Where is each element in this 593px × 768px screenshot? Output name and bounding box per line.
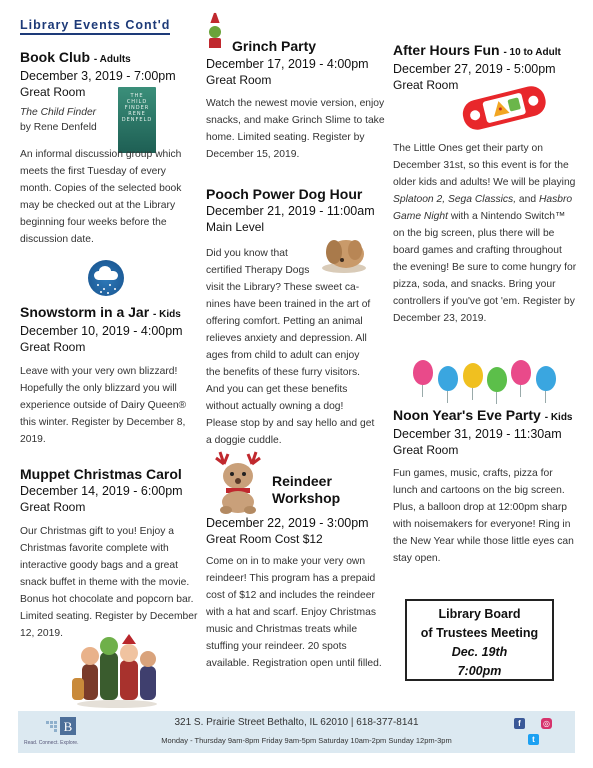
library-tagline: Read. Connect. Explore. [24, 740, 79, 746]
event-description: The Little Ones get their party on December 31st, so this event is for the older kids and adults! We will be playing Splatoon 2, Sega Classics, and Hasbro Game Night with a Nintendo Switch™ on the big screen, plus there will be board games and crafting throughout the evening! Be sure to come hungry for pizza, soda, and snacks. Bring your controllers if you've got 'em. Register by December 23, 2019. [393, 143, 577, 324]
event-muppet [20, 466, 198, 642]
library-hours: Monday - Thursday 9am-8pm Friday 9am-5pm Saturday 10am-2pm Sunday 12pm-3pm [161, 736, 452, 745]
event-description: Leave with your very own blizzard! Hopefully the only blizzard you will experience outside of Dairy Queen® this winter. Register by December 8, 2019. [20, 366, 187, 445]
event-date: December 27, 2019 - 5:00pm [393, 62, 556, 76]
book-author: by Rene Denfeld [20, 122, 97, 133]
event-title: Muppet Christmas Carol [20, 466, 182, 482]
event-date: December 10, 2019 - 4:00pm [20, 324, 183, 338]
facebook-icon[interactable]: f [514, 718, 525, 729]
event-pooch [206, 186, 386, 235]
event-grinch-title: Grinch Party [232, 38, 317, 54]
event-location: Main Level [206, 220, 265, 234]
twitter-icon[interactable]: t [528, 734, 539, 745]
event-location: Great Room [393, 443, 459, 457]
page-section-title: Library Events Cont'd [20, 18, 170, 35]
event-book-club [20, 49, 195, 135]
instagram-icon[interactable]: ◎ [541, 718, 552, 729]
game-controller-icon [456, 84, 552, 130]
balloon-icon [536, 366, 556, 391]
event-location: Great Room [393, 78, 459, 92]
event-description: An informal discussion group which meets the first Tuesday of every month. Copies of the selected book may be checked out at the Library beginning four weeks before the discussion date. [20, 149, 182, 245]
dog-image [320, 232, 368, 274]
event-date: December 17, 2019 - 4:00pm [206, 57, 369, 71]
library-address: 321 S. Prairie Street Bethalto, IL 62010 | 618-377-8141 [174, 717, 419, 728]
book-title: The Child Finder [20, 107, 97, 118]
event-title: Book Club - Adults [20, 49, 131, 65]
event-date: December 3, 2019 - 7:00pm [20, 69, 176, 83]
balloon-icon [438, 366, 458, 391]
muppet-characters-image [70, 634, 164, 708]
balloon-icon [487, 367, 507, 392]
event-location: Great Room Cost $12 [206, 532, 323, 546]
balloon-icon [511, 360, 531, 385]
event-snowstorm [20, 304, 200, 448]
event-location: Great Room [206, 73, 272, 87]
event-date: December 14, 2019 - 6:00pm [20, 484, 183, 498]
reindeer-plush-image [212, 450, 268, 514]
event-location: Great Room [20, 500, 86, 514]
event-title: Snowstorm in a Jar - Kids [20, 304, 181, 320]
event-description: Our Christmas gift to you! Enjoy a Christmas favorite complete with interactive goody bags and a great snack buffet in theme with the movie. Bonus hot chocolate and popcorn bar. Limited seating. Register by December 12, 2019. [20, 526, 198, 639]
event-description: Fun games, music, crafts, pizza for lunch and cartoons on the big screen. Plus, a balloon drop at 12:00pm sharp with noisemakers for everyone! Ring in the New Year while those little eyes can stay open. [393, 468, 574, 564]
event-location: Great Room [20, 85, 86, 99]
svg-text:B: B [63, 719, 73, 734]
event-title: Pooch Power Dog Hour [206, 186, 363, 202]
event-description: Come on in to make your very own reindeer! This program has a prepaid cost of $12 and includes the reindeer with a hat and scarf. Enjoy Christmas music and Christmas treats while stuffing your reindeer. 20 spots available. Registration open until filled. [206, 556, 382, 669]
event-location: Great Room [20, 340, 86, 354]
event-description: Watch the newest movie version, enjoy snacks, and make Grinch Slime to take home. Limited seating. Register by December 15, 2019. [206, 98, 385, 160]
event-description: Did you know that certified Therapy Dogs visit the Library? These sweet ca- nines have been trained in the art of offering comfort. Petting an animal relieves anxiety and depression. All ages from child to adult can enjoy the benefits of these furry visitors. And you can get these benefits without actually owning a dog! Please stop by and say hello and get a doggie cuddle. [206, 248, 375, 446]
event-date: December 31, 2019 - 11:30am [393, 427, 562, 441]
event-date: December 22, 2019 - 3:00pm [206, 516, 369, 530]
balloon-icon [463, 363, 483, 388]
event-reindeer [206, 515, 386, 672]
event-reindeer-title: Reindeer Workshop [272, 473, 341, 506]
book-cover-image: THE CHILD FINDER RENE DENFELD [118, 87, 156, 153]
snow-globe-icon [88, 260, 124, 296]
event-title: After Hours Fun - 10 to Adult [393, 42, 561, 58]
balloon-icon [413, 360, 433, 385]
footer [18, 711, 575, 753]
grinch-icon [206, 10, 224, 54]
event-date: December 21, 2019 - 11:00am [206, 204, 375, 218]
event-grinch [206, 56, 386, 163]
event-noon-year [393, 407, 578, 567]
board-meeting-box: Library Board of Trustees Meeting Dec. 19th 7:00pm [405, 599, 554, 681]
event-title: Noon Year's Eve Party - Kids [393, 407, 573, 423]
